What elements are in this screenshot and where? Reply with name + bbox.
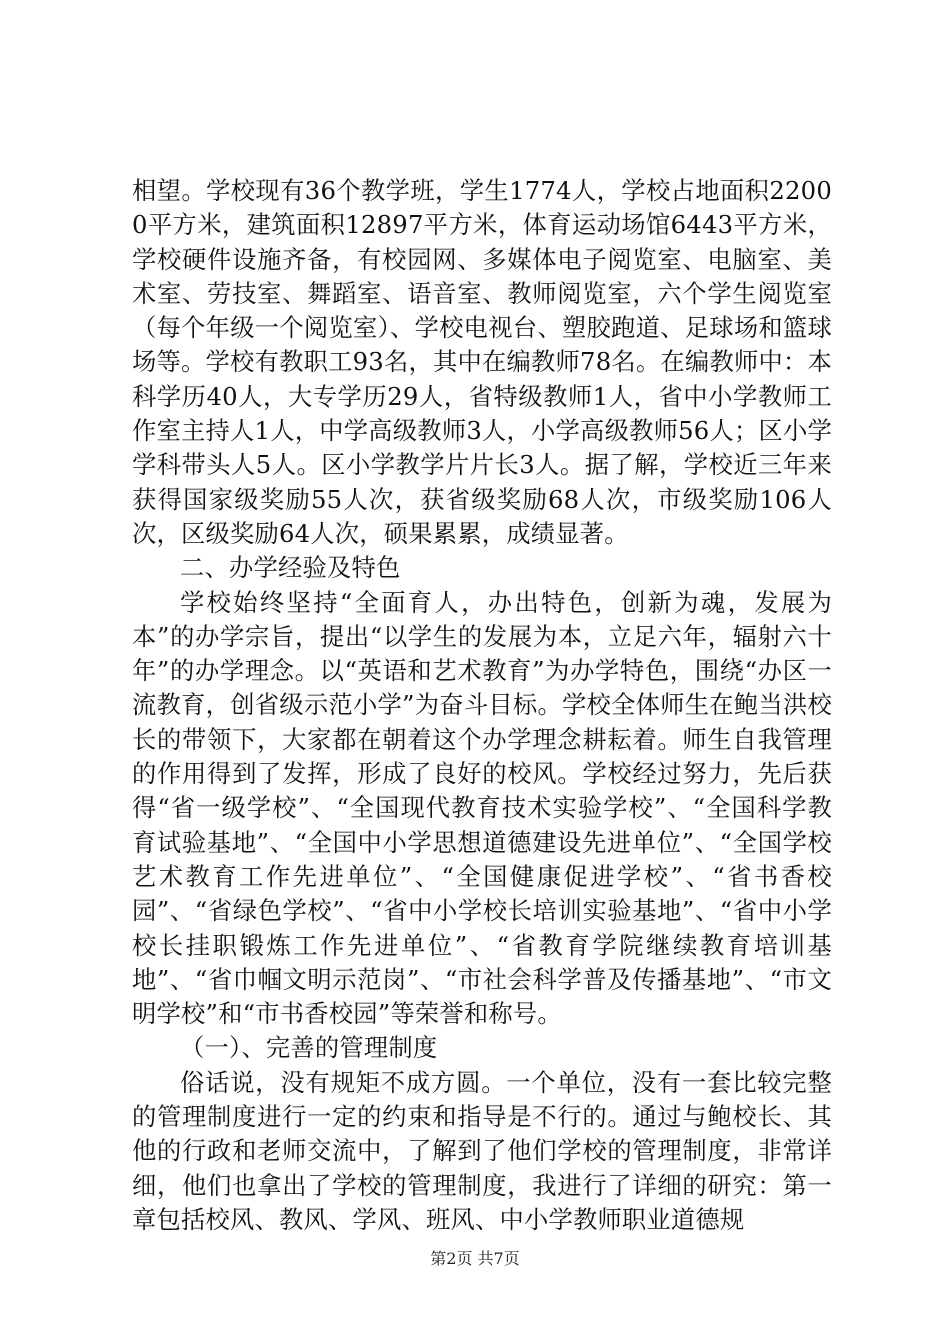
section-heading-experience: 二、办学经验及特色 — [180, 553, 401, 583]
paragraph-management-system: 俗话说，没有规矩不成方圆。一个单位，没有一套比较完整的管理制度进行一定的约束和指导是不行的。通过与鲍校长、其他的行政和老师交流中，了解到了他们学校的管理制度，非常详细，他们也拿出了学校的管理制度，我进行了详细的研究：第一章包括校风、教风、学风、班风、中小学教师职业道德规 — [132, 1067, 832, 1234]
paragraph-school-overview: 相望。学校现有36个教学班，学生1774人，学校占地面积22000平方米，建筑面积12897平方米，体育运动场馆6443平方米，学校硬件设施齐备，有校园网、多媒体电子阅览室、电脑室、美术室、劳技室、舞蹈室、语音室、教师阅览室，六个学生阅览室（每个年级一个阅览室）、学校电视台、塑胶跑道、足球场和篮球场等。学校有教职工93名，其中在编教师78名。在编教师中：本科学历40人，大专学历29人，省特级教师1人，省中小学教师工作室主持人1人，中学高级教师3人，小学高级教师56人；区小学学科带头人5人。区小学教学片片长3人。据了解，学校近三年来获得国家级奖励55人次，获省级奖励68人次，市级奖励106人次，区级奖励64人次，硕果累累，成绩显著。 — [132, 176, 832, 548]
subsection-heading-management: （一）、完善的管理制度 — [180, 1033, 438, 1063]
page-number-footer: 第2页 共7页 — [430, 1249, 520, 1268]
document-body — [132, 174, 832, 1237]
paragraph-philosophy-honors: 学校始终坚持“全面育人，办出特色，创新为魂，发展为本”的办学宗旨，提出“以学生的发展为本，立足六年，辐射六十年”的办学理念。以“英语和艺术教育”为办学特色，围绕“办区一流教育，创省级示范小学”为奋斗目标。学校全体师生在鲍当洪校长的带领下，大家都在朝着这个办学理念耕耘着。师生自我管理的作用得到了发挥，形成了良好的校风。学校经过努力，先后获得“省一级学校”、“全国现代教育技术实验学校”、“全国科学教育试验基地”、“全国中小学思想道德建设先进单位”、“全国学校艺术教育工作先进单位”、“全国健康促进学校”、“省书香校园”、“省绿色学校”、“省中小学校长培训实验基地”、“省中小学校长挂职锻炼工作先进单位”、“省教育学院继续教育培训基地”、“省巾帼文明示范岗”、“市社会科学普及传播基地”、“市文明学校”和“市书香校园”等荣誉和称号。 — [132, 587, 832, 1029]
